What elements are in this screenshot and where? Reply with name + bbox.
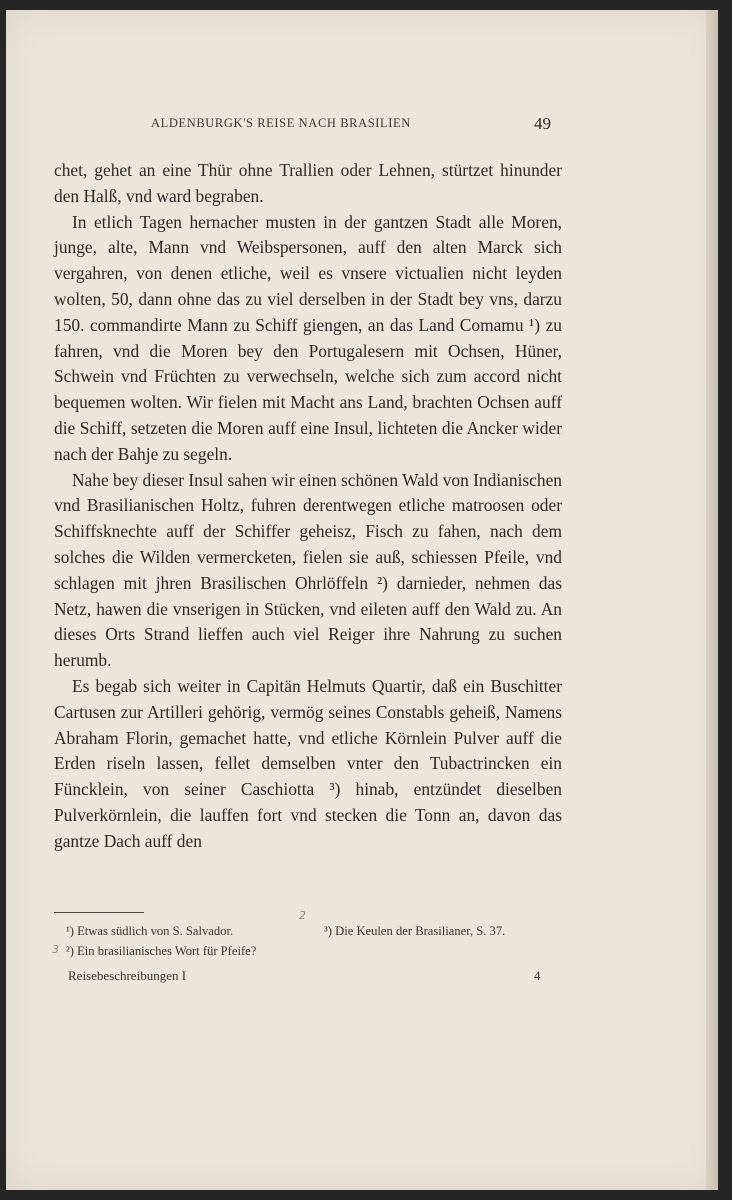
paragraph: Es begab sich weiter in Capitän Helmuts Quartir, daß ein Buschitter Cartusen zur Artilleri gehörig, vermög seines Constabls geheiß, Namens Abraham Florin, gemachet hatte, vnd etliche Körnlein Pulver auff die Erden riseln lassen, fellet demselben vnter den Tubactrincken ein Füncklein, von seiner Caschiotta ³) hinab, entzündet dieselben Pulverkörnlein, die lauffen fort vnd stecken die Tonn an, davon das gantze Dach auff den: [54, 675, 562, 851]
signature-label: Reisebeschreibungen I: [68, 968, 187, 983]
pencil-annotation: 2: [299, 909, 306, 922]
footnote-1: ¹) Etwas südlich von S. Salvador.: [66, 924, 234, 938]
page-edge: [706, 10, 718, 1190]
signature-number: 4: [534, 968, 541, 983]
footnote-2: ²) Ein brasilianisches Wort für Pfeife?: [66, 944, 257, 958]
book-page: [6, 10, 718, 1190]
footnote-3: ³) Die Keulen der Brasilianer, S. 37.: [324, 924, 506, 938]
paragraph: Nahe bey dieser Insul sahen wir einen schönen Wald von Indianischen vnd Brasilianischen Holtz, fuhren derentwegen etliche matroosen oder Schiffsknechte auff der Schiffer geheisz, Fisch zu fahen, nach dem solches die Wilden vermercketen, fielen sie auß, schiessen Pfeile, vnd schlagen mit jhren Brasilischen Ohrlöffeln ²) darnieder, nehmen das Netz, hawen die vnserigen in Stücken, vnd eileten auff den Wald zu. An dieses Orts Strand lieffen auch viel Reiger ihre Nahrung zu suchen herumb.: [54, 469, 562, 671]
running-header: ALDENBURGK'S REISE NACH BRASILIEN: [151, 116, 411, 130]
page-number: 49: [534, 114, 551, 133]
paragraph: chet, gehet an eine Thür ohne Trallien oder Lehnen, stürtzet hinunder den Halß, vnd ward begraben.: [54, 160, 562, 206]
footnote-divider: [54, 912, 144, 913]
paragraph: In etlich Tagen hernacher musten in der gantzen Stadt alle Moren, junge, alte, Mann vnd Weibspersonen, auff den alten Marck sich vergahren, von denen etliche, weil es vnsere victualien nicht leyden wolten, 50, dann ohne das zu viel derselben in der Stadt bey vns, darzu 150. commandirte Mann zu Schiff giengen, an das Land Comamu ¹) zu fahren, vnd die Moren bey den Portugalesern mit Ochsen, Hüner, Schwein vnd Früchten zu verwechseln, welche sich zum accord nicht bequemen wolten. Wir fielen mit Macht ans Land, brachten Ochsen auff die Schiff, setzeten die Moren auff eine Insul, lichteten die Ancker wider nach der Bahje zu segeln.: [54, 211, 562, 464]
body-text: [54, 158, 562, 855]
pencil-annotation: 3: [52, 943, 59, 956]
